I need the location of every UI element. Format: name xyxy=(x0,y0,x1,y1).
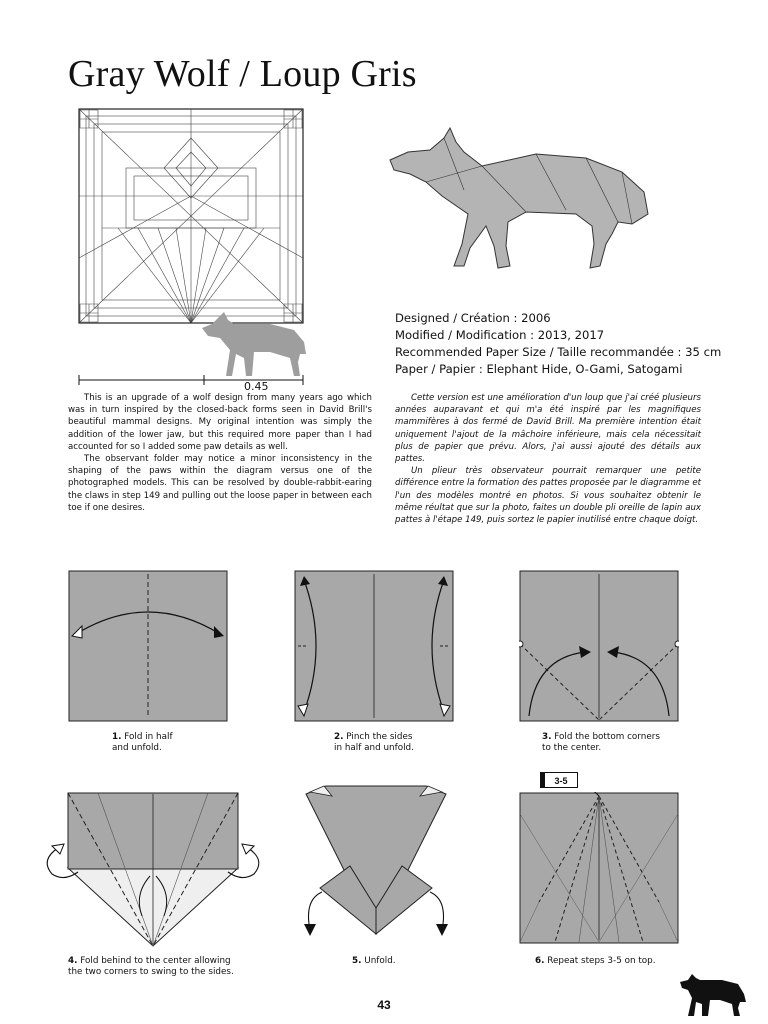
corner-wolf-logo xyxy=(678,972,748,1016)
paper-line: Paper / Papier : Elephant Hide, O-Gami, Satogami xyxy=(395,362,683,376)
step-2-diagram xyxy=(294,570,454,722)
wolf-silhouette-scale xyxy=(200,310,310,378)
step-3-caption: 3. Fold the bottom corners to the center. xyxy=(542,732,660,753)
french-description xyxy=(395,392,701,526)
paper-size-line: Recommended Paper Size / Taille recommandée : 35 cm xyxy=(395,345,722,359)
modified-line: Modified / Modification : 2013, 2017 xyxy=(395,328,605,342)
step-4-caption: 4. Fold behind to the center allowing the two corners to swing to the sides. xyxy=(68,956,234,977)
english-paragraph: This is an upgrade of a wolf design from many years ago which was in turn inspired by the closed-back forms seen in David Brill's beautiful mammal designs. My original intention was simply the addition of the lower jaw, but this required more paper than I had accounted for so I added some paw details as well. xyxy=(68,393,372,452)
step-3-diagram xyxy=(519,570,679,722)
page-title: Gray Wolf / Loup Gris xyxy=(68,53,417,95)
page-number: 43 xyxy=(377,998,391,1012)
model-info xyxy=(395,310,721,378)
scale-label: 0.45 xyxy=(244,380,269,393)
wolf-model-illustration xyxy=(386,126,654,276)
french-paragraph: Cette version est une amélioration d'un loup que j'ai créé plusieurs années auparavant et qui m'a été inspiré par les magnifiques mammifères à dos fermé de David Brill. Ma première intention était uniquement l'ajout de la mâchoire inférieure, mais cela nécessitait plus de papier que prévu. Alors, j'ai aussi ajouté des détails aux pattes. xyxy=(395,393,701,465)
scale-bar xyxy=(78,372,304,394)
step-1-caption: 1. Fold in half and unfold. xyxy=(112,732,173,753)
step-5-diagram xyxy=(296,784,456,942)
english-description xyxy=(68,392,372,514)
step-4-diagram xyxy=(38,790,268,948)
step-1-diagram xyxy=(68,570,228,722)
french-paragraph: Un plieur très observateur pourrait remarquer une petite différence entre la formation des pattes proposée par le diagramme et l'un des modèles montré en photos. Si vous souhaitez obtenir le même réultat que sur la photo, faites un double pli oreille de lapin aux pattes à l'étape 149, puis sortez le papier inutilisé entre chaque doigt. xyxy=(395,466,701,526)
english-paragraph: The observant folder may notice a minor inconsistency in the shaping of the paws within the diagram versus one of the photographed models. This can be resolved by double-rabbit-earing the claws in step 149 and pulling out the loose paper in between each toe if one desires. xyxy=(68,454,372,513)
step-2-caption: 2. Pinch the sides in half and unfold. xyxy=(334,732,414,753)
step-5-caption: 5. Unfold. xyxy=(352,956,396,966)
step-6-caption: 6. Repeat steps 3-5 on top. xyxy=(535,956,656,966)
step-6-diagram xyxy=(519,792,679,944)
designed-line: Designed / Création : 2006 xyxy=(395,311,551,325)
repeat-tag: 3-5 xyxy=(540,772,578,788)
crease-pattern-diagram xyxy=(78,108,304,324)
